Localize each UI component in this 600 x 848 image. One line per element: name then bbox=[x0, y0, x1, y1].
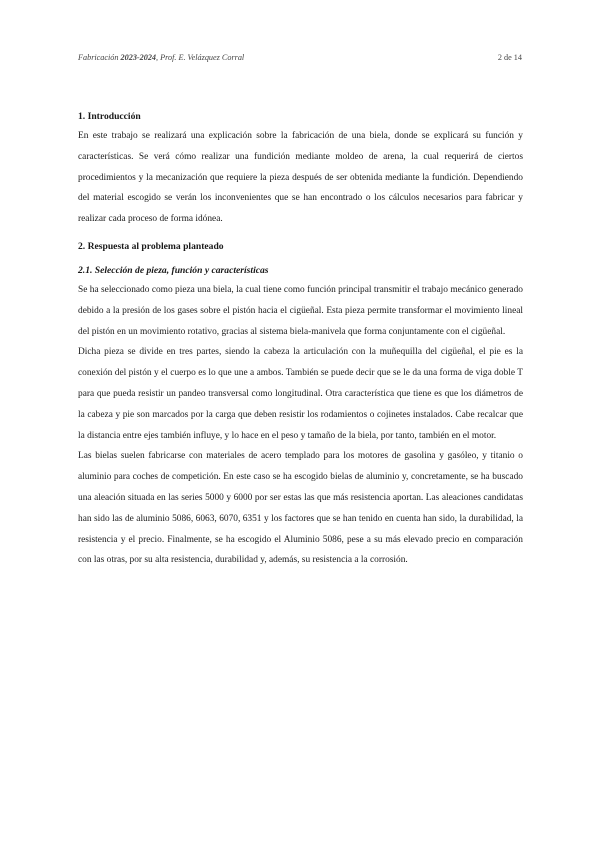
page-number: 2 de 14 bbox=[497, 53, 522, 62]
header-course: Fabricación bbox=[78, 53, 121, 62]
paragraph-materials: Las bielas suelen fabricarse con materiales de acero templado para los motores de gasolina y gasóleo, y titanio o aluminio para coches de competición. En este caso se ha escogido bielas de aluminio y, concretamente, se ha buscado una aleación situada en las series 5000 y 6000 por ser estas las que más resistencia aportan. Las aleaciones candidatas han sido las de aluminio 5086, 6063, 6070, 6351 y los factores que se han tenido en cuenta han sido, la durabilidad, la resistencia y el precio. Finalmente, se ha escogido el Aluminio 5086, pese a su más elevado precio en comparación con las otras, por su alta resistencia, durabilidad y, además, su resistencia a la corrosión. bbox=[78, 451, 523, 566]
running-header bbox=[78, 53, 244, 62]
paragraph-function: Se ha seleccionado como pieza una biela, la cual tiene como función principal transmitir el trabajo mecánico generado debido a la presión de los gases sobre el pistón hacia el cigüeñal. Esta pieza permite transformar el movimiento lineal del pistón en un movimiento rotativo, gracias al sistema biela-manivela que forma conjuntamente con el cigüeñal. bbox=[78, 284, 523, 337]
intro-paragraph: En este trabajo se realizará una explicación sobre la fabricación de una biela, donde se explicará su función y características. Se verá cómo realizar una fundición mediante moldeo de arena, la cual requerirá de ciertos procedimientos y la mecanización que requiere la pieza después de ser obtenida mediante la fundición. Dependiendo del material escogido se verán los inconvenientes que se han encontrado o los cálculos necesarios para fabricar y realizar cada proceso de forma idónea. bbox=[78, 131, 523, 225]
section-title-introduction: 1. Introducción bbox=[78, 111, 141, 122]
section-title-response: 2. Respuesta al problema planteado bbox=[78, 240, 224, 252]
document-body bbox=[78, 108, 523, 571]
subsection-title-selection: 2.1. Selección de pieza, función y características bbox=[78, 264, 269, 276]
header-professor: , Prof. E. Velázquez Corral bbox=[156, 53, 245, 62]
header-year: 2023-2024 bbox=[120, 53, 157, 62]
paragraph-parts: Dicha pieza se divide en tres partes, siendo la cabeza la articulación con la muñequilla del cigüeñal, el pie es la conexión del pistón y el cuerpo es lo que une a ambos. También se puede decir que se le da una forma de viga doble T para que pueda resistir un pandeo transversal como longitudinal. Otra característica que tiene es que los diámetros de la cabeza y pie son marcados por la carga que deben resistir los rodamientos o cojinetes instalados. Cabe recalcar que la distancia entre ejes también influye, y lo hace en el peso y tamaño de la biela, por tanto, también en el motor. bbox=[78, 347, 523, 441]
